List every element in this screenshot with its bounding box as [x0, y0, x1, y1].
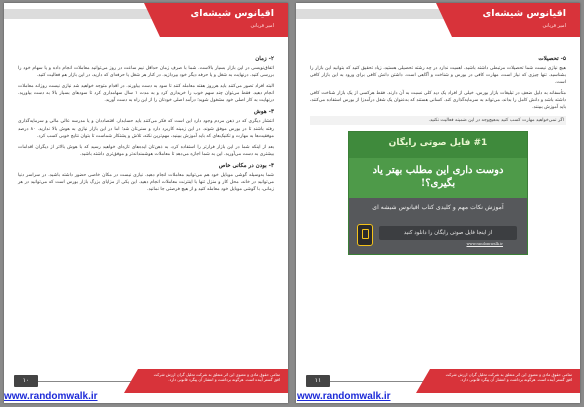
paragraph: انتشار دیگری که در ذهن مردم وجود دارد این است که فکر می‌کنند باید حسابدار، اقتصاددان و یا مدرسه عالی مالی و سرمایه‌گذاری رفته باشند تا در بورس موفق شوند. در این زمینه کاربرد دارد و سنی‌تان شد؛ اما در این بازار نیازی به هوش بالا ندارید. ۸۰ درصد موفقیت‌ها به مهارت و تکنیک‌های که باید آموزش ببینید، مهم‌ترین نکته، تلاش و پشتکار شماست تا بتوان نتایج خوبی کسب کرد.: [18, 119, 274, 139]
section-heading: ۵- تحصیلات: [538, 56, 566, 62]
paragraph: متأسفانه به دلیل ضعف در تبلیغات بازار بورس، خیلی از افراد یک دید کلی نسبت به آن دارند. فقط هرکسی از یک بازار شناخت کافی داشته باشد و دانش کامل را بداند، می‌تواند به سرمایه‌گذاری کند. کسانی هستند که به‌عنوان یک شغل درآمدزا از بورس استفاده می‌کنند، باید آموزش ببینند.: [310, 91, 566, 111]
download-audio-button[interactable]: از اینجا فایل صوتی رایگان را دانلود کنید: [379, 226, 517, 240]
book-author: امیر قربانی: [542, 23, 566, 29]
site-url-link-right[interactable]: www.randomwalk.ir: [297, 391, 391, 402]
footer-rule: [330, 381, 428, 382]
page-content: [18, 51, 274, 197]
page-number: ۱۱: [306, 375, 330, 387]
page-content: [310, 51, 566, 255]
paragraph: شما به‌وسیله گوشی موبایل خود هم می‌توانید معاملات انجام دهید. نیازی نیست در مکان خاصی حضور داشته باشید. در سراسر دنیا می‌توانید در خانه، محل کار و منزل تنها با اینترنت معاملات انجام دهید. این یکی از مزایای بزرگ بازار بورس است که می‌توانید در هر زمانی، با گوشی موبایل خود معامله کنید و از هیچ فرصتی جا نمانید.: [18, 172, 274, 193]
paragraph: هیچ نیازی نیست شما تحصیلات مرتبطی داشته باشید. اهمیت ندارد در چه رشته تحصیلی هستید، زیاد تحقیق کنید که بتوانید این بازار را بشناسید. تنها چیزی که نیاز است، مهارت کافی در بورس و شناخت و آگاهی است. داشتن دانش کافی برای ورود به این بازار کافی است.: [310, 66, 566, 86]
paragraph: اتفاق‌نویسی در این بازار بسیار بالاست. شما با صرف زمان حداقل نیم ساعت در روز می‌توانید معاملات انجام داده و یا سهام خود را بررسی کنید. درنهایت به شغل و یا حرفه دیگر خود بپردازید. در کنار هر شغل یا حرفه‌ای که دارید، در این بازار هم فعالیت کنید.: [18, 66, 274, 79]
free-audio-ad-banner[interactable]: [348, 131, 528, 255]
ad-headline: #1 فایل صوتی رایگان: [388, 137, 488, 148]
header-gray-band: [296, 9, 448, 19]
book-author: امیر قربانی: [250, 23, 274, 29]
book-page-left: [4, 3, 288, 403]
header-gray-band: [4, 9, 156, 19]
book-title: اقیانوس شیشه‌ای: [190, 8, 274, 19]
ad-question: دوست داری این مطلب بهتر یاد بگیری؟!: [372, 164, 504, 189]
page-header: [4, 3, 288, 43]
site-url-link-left[interactable]: www.randomwalk.ir: [4, 391, 98, 402]
ad-url-link[interactable]: www.randomwalk.ir: [466, 241, 503, 246]
book-title: اقیانوس شیشه‌ای: [482, 8, 566, 19]
highlighted-sentence: اگر نمی‌خواهید مهارت کسب کنید به‌هیچ‌وجه در این ضمینه فعالیت نکنید.: [310, 116, 566, 125]
section-heading: ۳- هوش: [254, 109, 274, 116]
page-header: [296, 3, 580, 43]
footer-rule: [38, 381, 136, 382]
ad-description: آموزش نکات مهم و کلیدی کتاب اقیانوس شیشه ای: [372, 203, 504, 211]
page-number: ۱۰: [14, 375, 38, 387]
phone-icon: [357, 224, 373, 246]
paragraph: بعد از اینکه شما در این بازار فرارتر را استفاده کرد، به ذهن‌تان ایده‌های تازه‌ای خواهید رسید که با هوش بالاتر از دیگران اقدامات بیشتری به دست می‌آورید. این به شما اجازه می‌دهد تا معاملات هوشمندانه‌تر و موفق‌تری داشته باشید.: [18, 144, 274, 157]
copyright-notice: تمامی حقوق مادی و معنوی این اثر متعلق به شرکت تحلیل گران ارزش شرکت افق گستر آینده است. هرگونه برداشت و انتشار آن پیگرد قانونی دارد.: [153, 372, 280, 383]
section-heading: ۲- زمان: [255, 56, 274, 62]
copyright-notice: تمامی حقوق مادی و معنوی این اثر متعلق به شرکت تحلیل گران ارزش شرکت افق گستر آینده است. هرگونه برداشت و انتشار آن پیگرد قانونی دارد.: [445, 372, 572, 383]
book-page-right: [296, 3, 580, 403]
paragraph: البته افراد تصور می‌کنند باید هرروز هفته معامله کنند تا سود به دست بیاورند. در اقدام متوجه خواهید شد نیازی نیست روزانه معاملات انجام دهید. فقط می‌توان چند سهم خوب را خریداری کرد و به مدت ۱ سال سهامداری کرد تا سودهای بسیار بالا به دست بیاورید. درنهایت به کار اصلی خود مشغول شوید؛ درآمد اصلی خودتان را از این راه به دست آورید.: [18, 84, 274, 104]
section-heading: ۴- بودن در مکانی خاص: [218, 162, 274, 169]
